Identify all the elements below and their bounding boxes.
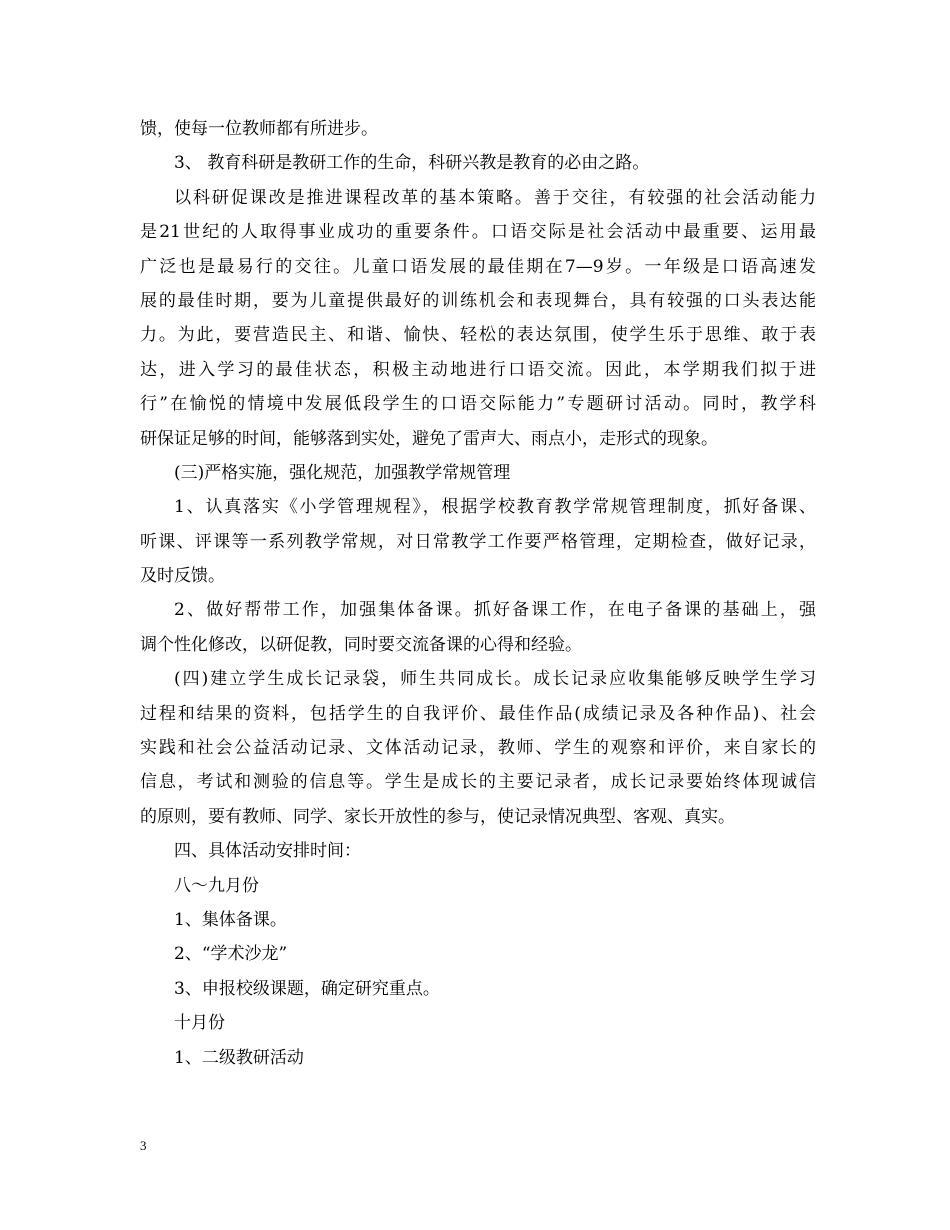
text-line: 展的最佳时期，要为儿童提供最好的训练机会和表现舞台，具有较强的口头表达能 <box>140 290 816 311</box>
text-line: 馈，使每一位教师都有所进步。 <box>140 119 378 139</box>
text-line: 的原则，要有教师、同学、家长开放性的参与，使记录情况典型、客观、真实。 <box>140 806 735 827</box>
text-line: 十月份 <box>174 1013 225 1034</box>
text-line: 广泛也是最易行的交往。儿童口语发展的最佳期在7—9岁。一年级是口语高速发 <box>140 256 816 277</box>
text-line: 信息，考试和测验的信息等。学生是成长的主要记录者，成长记录要始终体现诚信 <box>140 772 816 793</box>
text-line: 研保证足够的时间，能够落到实处，避免了雷声大、雨点小，走形式的现象。 <box>140 428 718 449</box>
text-line: 听课、评课等一系列教学常规，对日常教学工作要严格管理，定期检查，做好记录， <box>140 531 816 552</box>
document-body <box>140 112 816 1075</box>
text-line: 2、“学术沙龙” <box>174 944 288 965</box>
text-line: (三)严格实施，强化规范，加强教学常规管理 <box>174 462 511 483</box>
text-line: 1、二级教研活动 <box>174 1047 304 1068</box>
text-line: 是21世纪的人取得事业成功的重要条件。口语交际是社会活动中最重要、运用最 <box>140 222 816 243</box>
text-line: 八～九月份 <box>174 875 259 896</box>
text-line: 行”在愉悦的情境中发展低段学生的口语交际能力”专题研讨活动。同时，教学科 <box>140 394 816 415</box>
text-line: 1、集体备课。 <box>174 909 287 930</box>
text-line: 力。为此，要营造民主、和谐、愉快、轻松的表达氛围，使学生乐于思维、敢于表 <box>140 325 816 346</box>
page-number: 3 <box>140 1138 147 1153</box>
text-line: 以科研促课改是推进课程改革的基本策略。善于交往，有较强的社会活动能力 <box>174 187 816 208</box>
text-line: 实践和社会公益活动记录、文体活动记录，教师、学生的观察和评价，来自家长的 <box>140 738 816 759</box>
text-line: 2、做好帮带工作，加强集体备课。抓好备课工作，在电子备课的基础上，强 <box>174 600 816 621</box>
text-line: 达，进入学习的最佳状态，积极主动地进行口语交流。因此，本学期我们拟于进 <box>140 359 816 380</box>
text-line: (四)建立学生成长记录袋，师生共同成长。成长记录应收集能够反映学生学习 <box>174 669 816 690</box>
text-line: 过程和结果的资料，包括学生的自我评价、最佳作品(成绩记录及各种作品)、社会 <box>140 703 816 724</box>
text-line: 调个性化修改，以研促教，同时要交流备课的心得和经验。 <box>140 634 582 655</box>
text-line: 1、认真落实《小学管理规程》，根据学校教育教学常规管理制度，抓好备课、 <box>174 497 816 518</box>
text-line: 3、 教育科研是教研工作的生命，科研兴教是教育的必由之路。 <box>174 153 650 174</box>
text-line: 四、具体活动安排时间： <box>174 841 361 862</box>
text-line: 3、申报校级课题，确定研究重点。 <box>174 978 440 999</box>
text-line: 及时反馈。 <box>140 566 225 587</box>
